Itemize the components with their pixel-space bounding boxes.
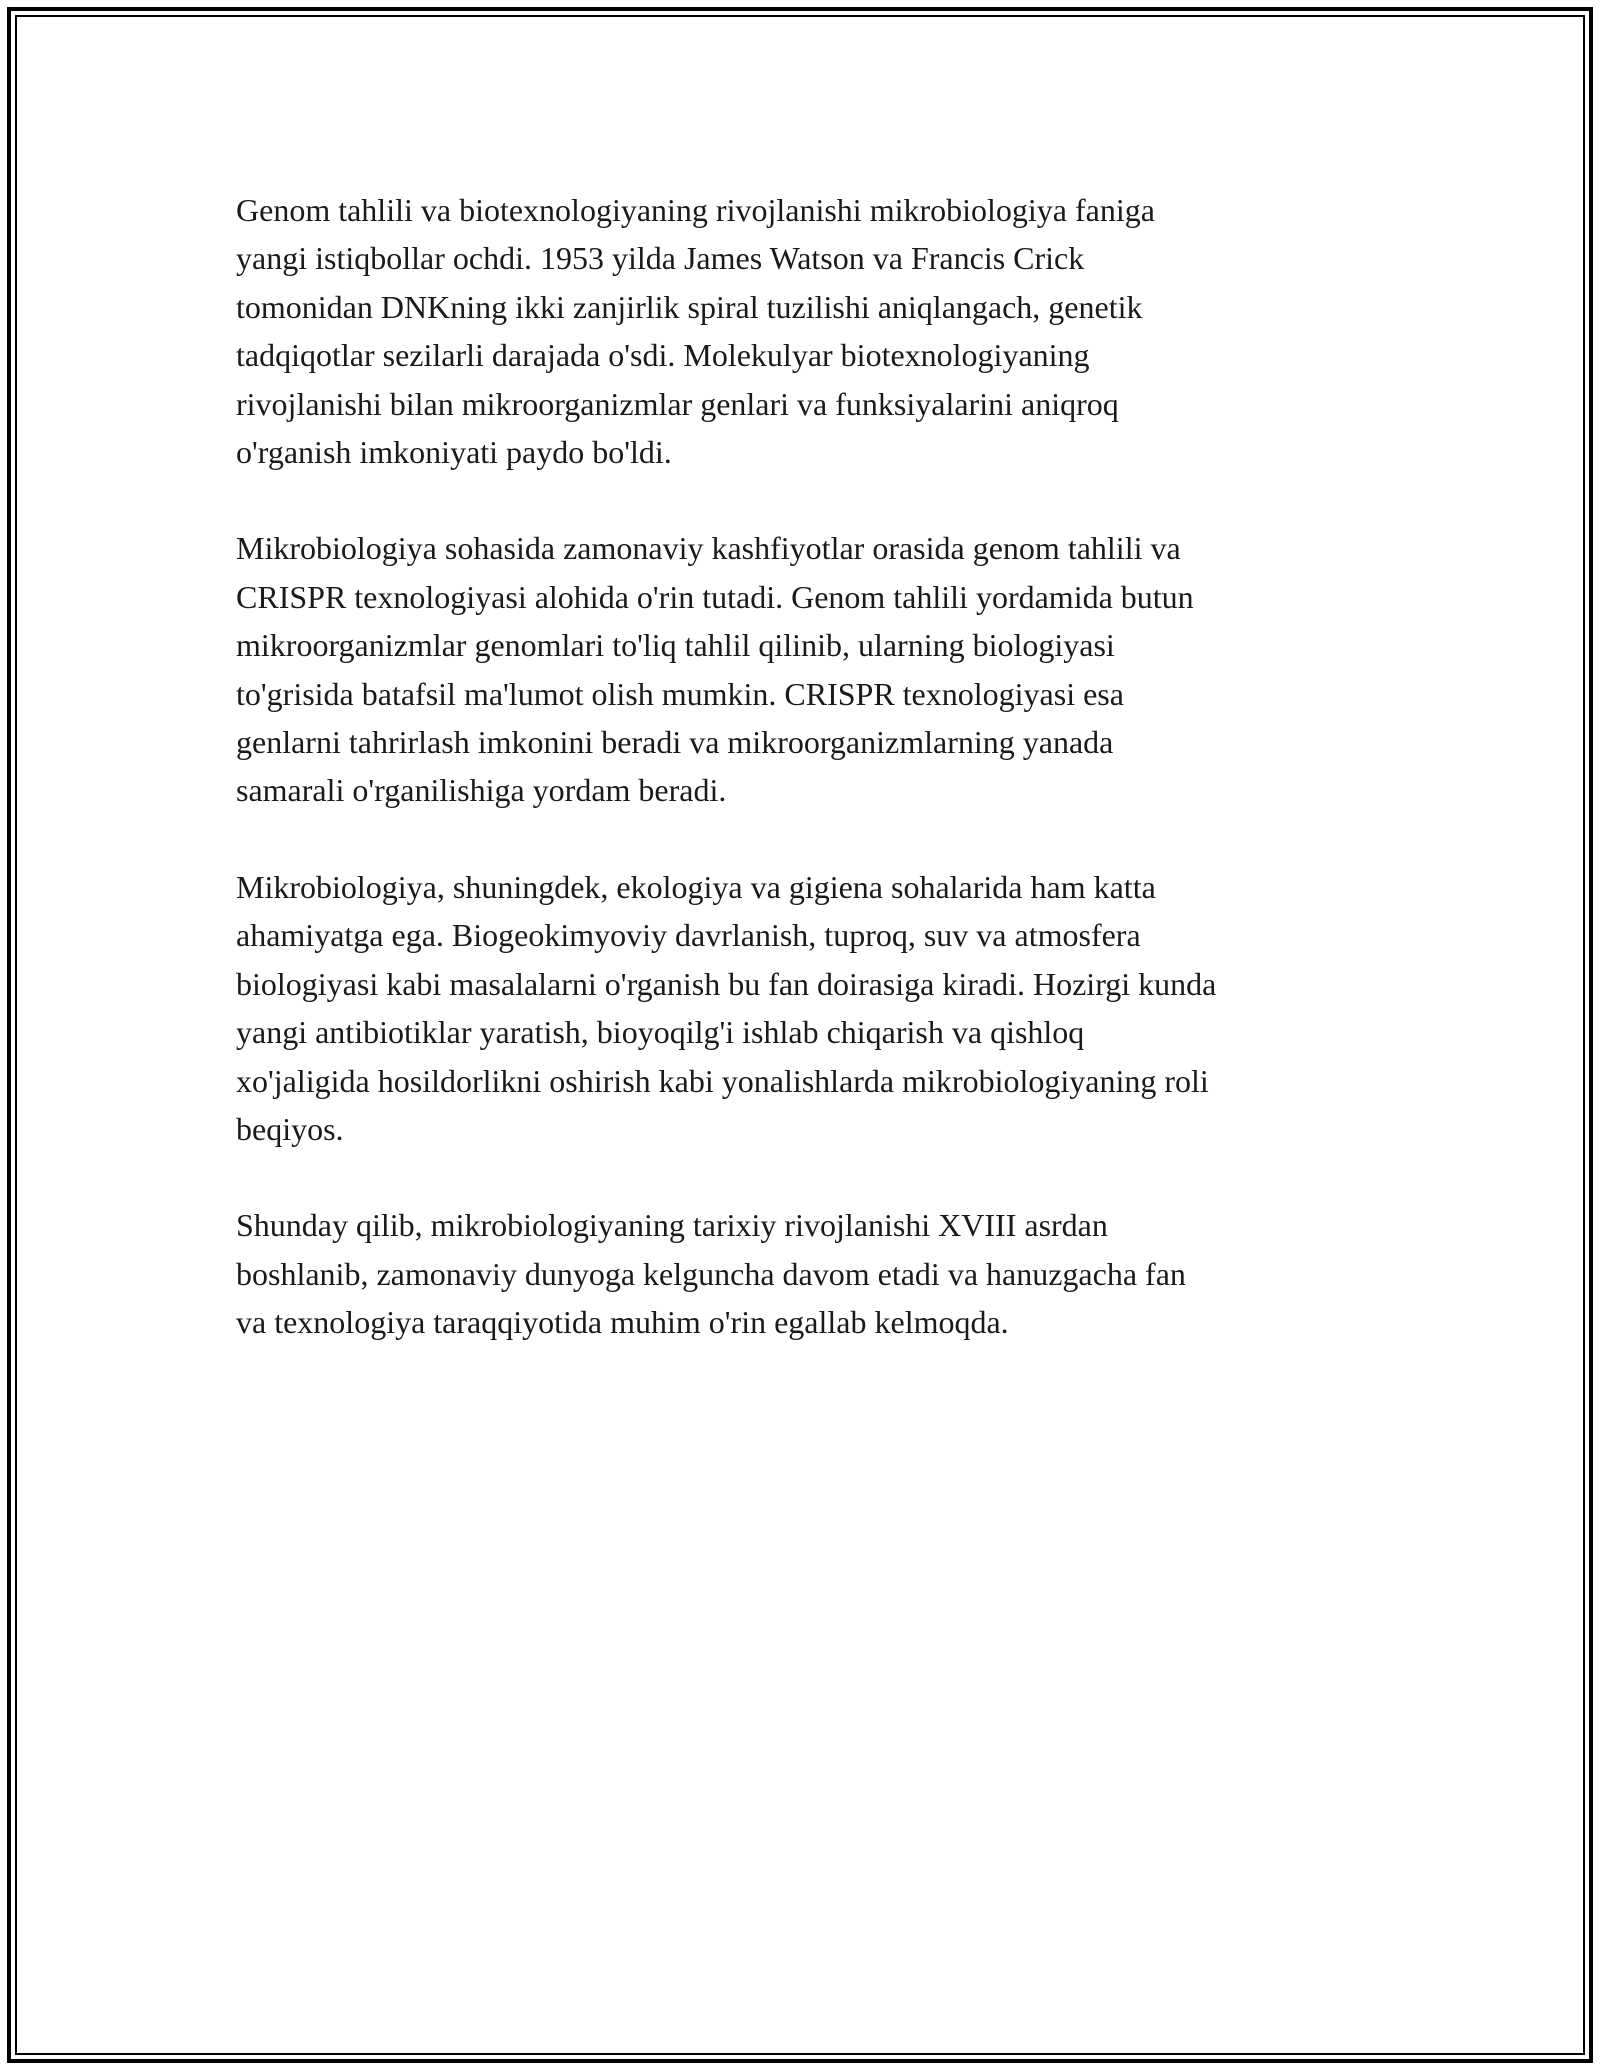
paragraph-ekologiya: Mikrobiologiya, shuningdek, ekologiya va gigiena sohalarida ham katta ahamiyatga ega. Biogeokimyoviy davrlanish, tuproq, suv va atmosfera biologiyasi kabi masalalarni o'rganish bu fan doirasiga kiradi. Hozirgi kunda yangi antibiotiklar yaratish, bioyoqilg'i ishlab chiqarish va qishloq xo'jaligida hosildorlikni oshirish kabi yonalishlarda mikrobiologiyaning roli beqiyos.: [236, 868, 1217, 1147]
paragraph-genom-tahlili: Genom tahlili va biotexnologiyaning rivojlanishi mikrobiologiya faniga yangi istiqbollar ochdi. 1953 yilda James Watson va Francis Crick tomonidan DNKning ikki zanjirlik spiral tuzilishi aniqlangach, genetik tadqiqotlar sezilarli darajada o'sdi. Molekulyar biotexnologiyaning rivojlanishi bilan mikroorganizmlar genlari va funksiyalarini aniqroq o'rganish imkoniyati paydo bo'ldi.: [236, 192, 1155, 471]
paragraph-xulosa: Shunday qilib, mikrobiologiyaning tarixiy rivojlanishi XVIII asrdan boshlanib, zamonaviy dunyoga kelguncha davom etadi va hanuzgacha fan va texnologiya taraqqiyotida muhim o'rin egallab kelmoqda.: [236, 1207, 1186, 1341]
document-body: [236, 186, 1366, 1395]
paragraph-crispr: Mikrobiologiya sohasida zamonaviy kashfiyotlar orasida genom tahlili va CRISPR texnologiyasi alohida o'rin tutadi. Genom tahlili yordamida butun mikroorganizmlar genomlari to'liq tahlil qilinib, ularning biologiyasi to'grisida batafsil ma'lumot olish mumkin. CRISPR texnologiyasi esa genlarni tahrirlash imkonini beradi va mikroorganizmlarning yanada samarali o'rganilishiga yordam beradi.: [236, 530, 1194, 809]
